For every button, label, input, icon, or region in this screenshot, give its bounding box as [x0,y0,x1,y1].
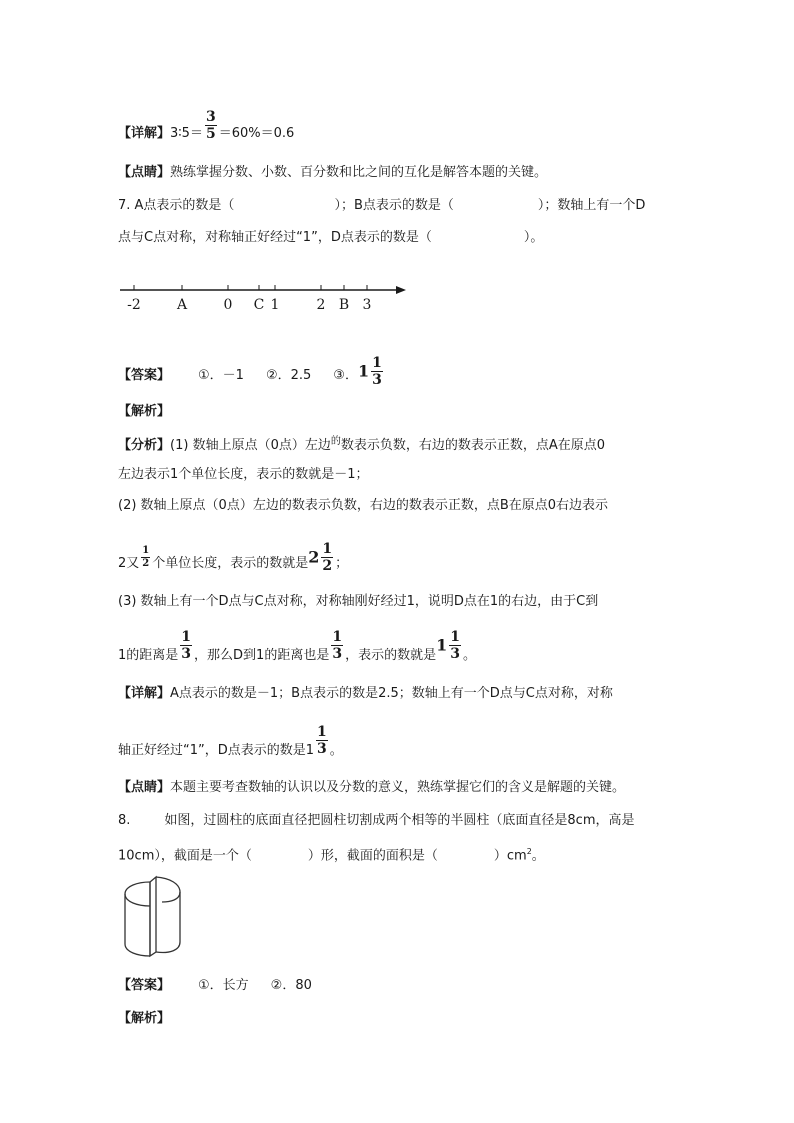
q7-fenxi-line-1: 【分析】(1) 数轴上原点（0点）左边$^的$数表示负数，右边的数表示正数，点A在原点0 [118,436,606,453]
answer-tag: 【答案】 [118,368,171,383]
left-top-arc-front [125,894,150,906]
q7-detail-line-1: 【详解】A点表示的数是－1；B点表示的数是2.5；数轴上有一个D点与C点对称，对称 [118,686,613,701]
axis-label-2: 2 [316,297,326,313]
axis-label-0: 0 [223,297,233,313]
mixed-number-2-1-2: 2 $\frac{1}{2}$ [308,541,333,574]
q6-detail-line [118,109,295,149]
answer-1: ①．－1 [198,368,244,383]
mixed-number-1-1-3: 1 $\frac{1}{3}$ [357,355,382,388]
answer-1: ①．长方 [198,978,249,993]
fraction-1-3: $\frac{1}{3}$ [181,629,192,662]
axis-arrow-icon [396,286,406,294]
answer-tag: 【答案】 [118,978,171,993]
q7-question-line-2: 点与C点对称，对称轴正好经过“1”，D点表示的数是（ ）。 [118,230,544,245]
note-text: 熟练掌握分数、小数、百分数和比之间的互化是解答本题的关键。 [170,165,548,180]
q7-note-line: 【点睛】本题主要考查数轴的认识以及分数的意义，熟练掌握它们的含义是解题的关键。 [118,780,626,795]
note-tag: 【点睛】 [118,780,171,795]
q6-note-line [118,164,547,182]
axis-label-A: A [176,297,188,313]
detail-text-post: ＝60%＝0.6 [218,126,295,141]
axis-label-C: C [253,297,265,313]
note-tag: 【点睛】 [118,165,171,180]
answer-3: ③． [333,368,358,383]
axis-label-B: B [338,297,350,313]
q7-fenxi-line-5: (3) 数轴上有一个D点与C点对称，对称轴刚好经过1，说明D点在1的右边，由于C到 [118,594,599,609]
half-cylinder-figure [118,872,188,962]
q7-question-line-1: 7. A点表示的数是（ ）；B点表示的数是（ ）；数轴上有一个D [118,198,646,213]
fraction-1-2: $\frac{1}{2}$ [142,545,150,569]
left-top-arc [125,882,150,894]
answer-2: ②．2.5 [265,368,312,383]
q7-analysis-tag: 【解析】 [118,404,171,419]
fraction-3-5: $\frac{3}{5}$ [205,109,216,142]
axis-label-minus-2: -2 [127,297,141,313]
q7-fenxi-line-2: 左边表示1个单位长度，表示的数就是－1； [118,467,369,482]
fraction-1-3: $\frac{1}{3}$ [317,724,327,757]
number-line-figure [118,276,418,316]
mixed-number-1-1-3: 1 $\frac{1}{3}$ [436,629,460,662]
axis-label-1: 1 [270,297,280,313]
q7-answer-line [118,355,385,391]
axis-label-3: 3 [362,297,372,313]
q8-analysis-tag: 【解析】 [118,1011,171,1026]
q7-detail-line-2: 轴正好经过“1”，D点表示的数是1 $\frac{1}{3}$ 。 [118,724,343,758]
q8-question-line-2: 10cm），截面是一个（ ）形，截面的面积是（ ）$cm^2$。 [118,847,545,864]
q7-fenxi-line-3: (2) 数轴上原点（0点）左边的数表示负数，右边的数表示正数，点B在原点0右边表示 [118,498,609,513]
q7-fenxi-line-6: 1的距离是 $\frac{1}{3}$ ，那么D到1的距离也是 $\frac{1}{3}$ ，表示的数就是1 $\frac{1}{3}$ 。 [118,629,476,663]
fraction-1-3: $\frac{1}{3}$ [332,629,343,662]
detail-text-pre: 3∶5＝ [170,126,203,141]
detail-tag: 【详解】 [118,686,171,701]
fenxi-tag: 【分析】 [118,438,171,453]
answer-2: ②．80 [270,978,312,993]
q7-fenxi-line-4: 2又 $\frac{1}{2}$ 个单位长度，表示的数就是2 $\frac{1}{2}$ ； [118,541,349,574]
q8-question-line-1: 8. 如图，过圆柱的底面直径把圆柱切割成两个相等的半圆柱（底面直径是8cm，高是 [118,813,635,828]
q8-answer-line [118,977,312,995]
detail-tag: 【详解】 [118,126,171,141]
